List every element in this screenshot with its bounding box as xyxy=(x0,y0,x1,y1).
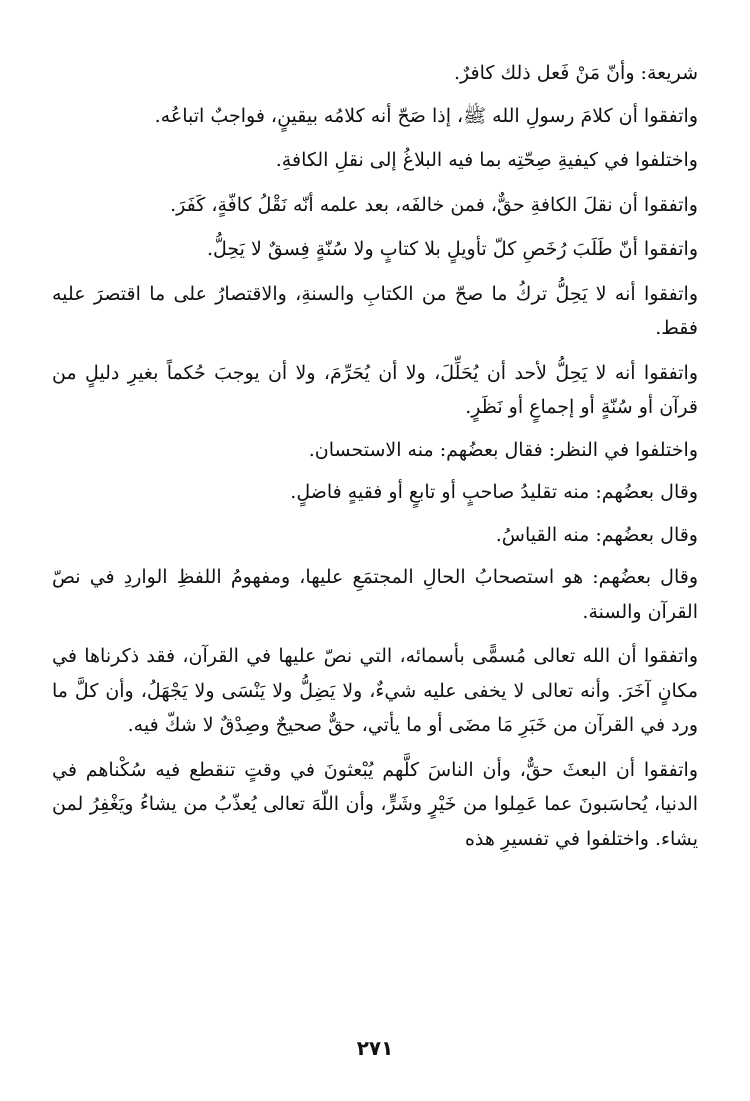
paragraph-10: وقال بعضُهم: منه القياسُ. xyxy=(495,523,698,546)
paragraph-3: واختلفوا في كيفيةِ صِحّتِه بما فيه البلاغُ إلى نقلِ الكافةِ. xyxy=(275,149,698,171)
paragraph-13: واتفقوا أن البعثَ حقٌّ، وأن الناسَ كلَّهم يُبْعثونَ في وقتٍ تنقطع فيه سُكْناهم في الدنيا، يُحاسَبونَ عما عَمِلوا من خَيْرٍ وشَرٍّ، وأن اللّهَ تعالى يُعذّبُ من يشاءُ ويَغْفِرُ لمن يشاء. واختلفوا في تفسيرِ هذه xyxy=(52,758,698,850)
paragraph-6: واتفقوا أنه لا يَحِلُّ تركُ ما صحّ من الكتابِ والسنةِ، والاقتصارُ على ما اقتصرَ عليه فقط. xyxy=(52,282,698,339)
paragraph-11: وقال بعضُهم: هو استصحابُ الحالِ المجتمَعِ عليها، ومفهومُ اللفظِ الواردِ في نصّ القرآن والسنة. xyxy=(52,566,698,623)
paragraph-2: واتفقوا أن كلامَ رسولِ الله ﷺ، إذا صَحّ أنه كلامُه بيقينٍ، فواجبٌ اتباعُه. xyxy=(154,104,698,127)
paragraph-4: واتفقوا أن نقلَ الكافةِ حقٌّ، فمن خالفَه، بعد علمه أنّه نَقْلُ كافّةٍ، كَفَرَ. xyxy=(170,193,698,216)
page-body xyxy=(52,56,698,866)
paragraph-9: وقال بعضُهم: منه تقليدُ صاحبٍ أو تابعٍ أو فقيهٍ فاضلٍ. xyxy=(290,481,698,503)
paragraph-7: واتفقوا أنه لا يَحِلُّ لأحد أن يُحَلِّلَ، ولا أن يُحَرِّمَ، ولا أن يوجبَ حُكماً بغيرِ دليلٍ من قرآن أو سُنّةٍ أو إجماعٍ أو نَظَرٍ. xyxy=(52,361,698,418)
paragraph-1: شريعة: وأنّ مَنْ فَعل ذلك كافرٌ. xyxy=(453,62,698,84)
paragraph-5: واتفقوا أنّ طَلَبَ رُخَصِ كلّ تأويلٍ بلا كتابٍ ولا سُنّةٍ فِسقٌ لا يَحِلُّ. xyxy=(206,238,698,260)
paragraph-8: واختلفوا في النظر: فقال بعضُهم: منه الاستحسان. xyxy=(308,438,698,461)
paragraph-12: واتفقوا أن الله تعالى مُسمًّى بأسمائه، التي نصّ عليها في القرآن، فقد ذكرناها في مكانٍ آخَرَ. وأنه تعالى لا يخفى عليه شيءٌ، ولا يَضِلُّ ولا يَنْسَى ولا يَجْهَلُ، وأن كلَّ ما ورد في القرآن من خَبَرِ مَا مضَى أو ما يأتي، حقٌّ صحيحٌ وصِدْقٌ لا شكّ فيه. xyxy=(52,645,698,736)
page-number: ٢٧١ xyxy=(356,1036,394,1060)
